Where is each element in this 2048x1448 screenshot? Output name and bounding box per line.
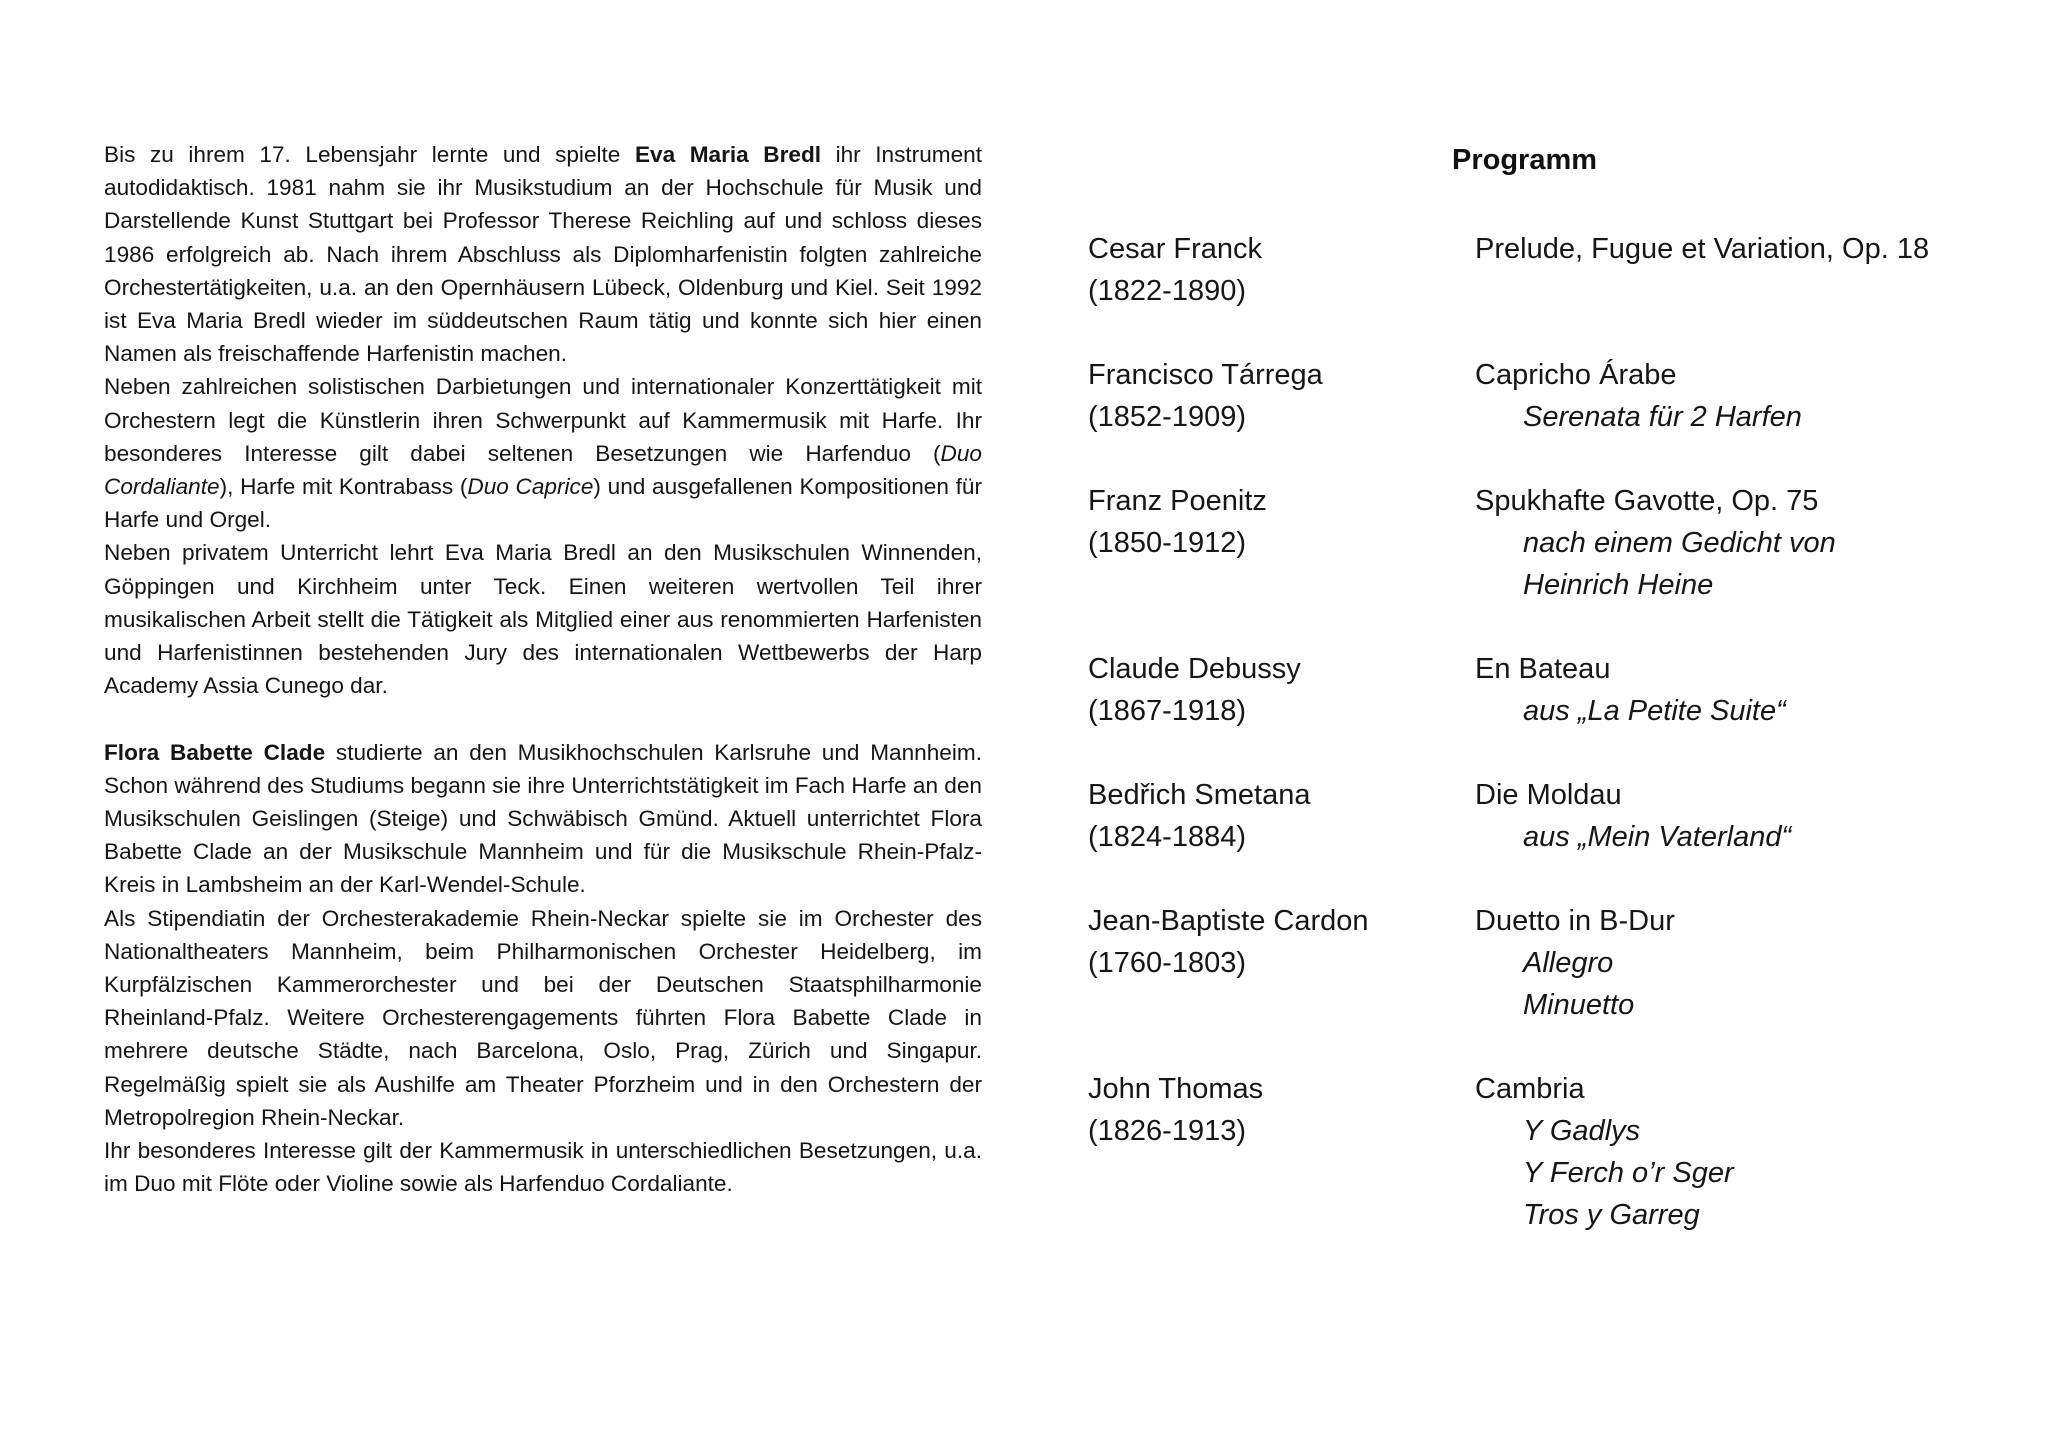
biography-paragraph <box>104 902 982 1134</box>
composer-name: Bedřich Smetana <box>1088 779 1311 811</box>
composer-name: Cesar Franck <box>1088 233 1263 265</box>
composer-name: Claude Debussy <box>1088 653 1301 685</box>
composer-name: Francisco Tárrega <box>1088 359 1323 391</box>
work-detail: aus „Mein Vaterland“ <box>1523 821 1792 853</box>
work-title: Duetto in B-Dur <box>1475 905 1675 937</box>
text-run: Neben zahlreichen solistischen Darbietungen und internationaler Konzerttätigkeit mit Orchestern legt die Künstlerin ihren Schwerpunkt auf Kammermusik mit Harfe. Ihr besonderes Interesse gilt dabei seltenen Besetzungen wie Harfenduo ( <box>104 374 982 466</box>
work <box>1475 354 2015 438</box>
work <box>1475 648 2015 732</box>
work-title: Die Moldau <box>1475 779 1622 811</box>
biography-paragraph <box>104 736 982 902</box>
biography-paragraph <box>104 138 982 370</box>
work-title: Capricho Árabe <box>1475 359 1677 391</box>
composer-name: John Thomas <box>1088 1073 1264 1105</box>
work-detail: nach einem Gedicht von <box>1523 527 1836 559</box>
work-detail: aus „La Petite Suite“ <box>1523 695 1786 727</box>
biography-paragraph <box>104 370 982 536</box>
text-run: studierte an den Musikhochschulen Karlsruhe und Mannheim. Schon während des Studiums begann sie ihre Unterrichtstätigkeit im Fach Harfe an den Musikschulen Geislingen (Steige) und Schwäbisch Gmünd. Aktuell unterrichtet Flora Babette Clade an der Musikschule Mannheim und für die Musikschule Rhein-Pfalz-Kreis in Lambsheim an der Karl-Wendel-Schule. <box>104 739 982 898</box>
work <box>1475 1068 2015 1236</box>
composer-years: (1824-1884) <box>1088 821 1246 853</box>
composer-years: (1760-1803) <box>1088 947 1246 979</box>
biography-paragraph <box>104 1134 982 1200</box>
text-run: ), Harfe mit Kontrabass ( <box>219 474 468 500</box>
composer-name: Franz Poenitz <box>1088 485 1267 517</box>
biography-paragraph <box>104 536 982 702</box>
biographies-column <box>104 138 982 1200</box>
work-title: Prelude, Fugue et Variation, Op. 18 <box>1475 233 1930 265</box>
ensemble-name: Duo Cordaliante <box>104 440 982 500</box>
work <box>1475 480 2015 606</box>
composer-years: (1867-1918) <box>1088 695 1246 727</box>
text-run: Bis zu ihrem 17. Lebensjahr lernte und spielte <box>104 142 635 167</box>
work-detail: Y Gadlys <box>1523 1115 1641 1147</box>
work-detail: Allegro <box>1523 947 1614 979</box>
composer-years: (1826-1913) <box>1088 1115 1246 1147</box>
ensemble-name: Duo Caprice <box>467 474 594 500</box>
text-run: Als Stipendiatin der Orchesterakademie Rhein-Neckar spielte sie im Orchester des Nationaltheaters Mannheim, beim Philharmonischen Orchester Heidelberg, im Kurpfälzischen Kammerorchester und bei der Deutschen Staatsphilharmonie Rheinland-Pfalz. Weitere Orchesterengagements führten Flora Babette Clade in mehrere deutsche Städte, nach Barcelona, Oslo, Prag, Zürich und Singapur. Regelmäßig spielt sie als Aushilfe am Theater Pforzheim und in den Orchestern der Metropolregion Rhein-Neckar. <box>104 905 982 1130</box>
composer <box>1088 1068 1448 1152</box>
work <box>1475 228 2015 270</box>
work <box>1475 774 2015 858</box>
composer <box>1088 354 1448 438</box>
work-detail: Tros y Garreg <box>1523 1199 1700 1231</box>
work-title: Cambria <box>1475 1073 1585 1105</box>
composer-years: (1852-1909) <box>1088 401 1246 433</box>
work-detail: Minuetto <box>1523 989 1635 1021</box>
work <box>1475 900 2015 1026</box>
composer <box>1088 900 1448 984</box>
text-run: Ihr besonderes Interesse gilt der Kammermusik in unterschiedlichen Besetzungen, u.a. im Duo mit Flöte oder Violine sowie als Harfenduo Cordaliante. <box>104 1138 982 1197</box>
composer-years: (1850-1912) <box>1088 527 1246 559</box>
program-title: Programm <box>1452 144 1598 176</box>
work-detail: Y Ferch o’r Sger <box>1523 1157 1734 1189</box>
work-detail: Heinrich Heine <box>1523 569 1714 601</box>
biography-block <box>104 138 982 702</box>
composer <box>1088 774 1448 858</box>
work-detail: Serenata für 2 Harfen <box>1523 401 1802 433</box>
composer <box>1088 648 1448 732</box>
performer-name: Eva Maria Bredl <box>634 142 822 167</box>
composer-name: Jean-Baptiste Cardon <box>1088 905 1369 937</box>
text-run: Neben privatem Unterricht lehrt Eva Maria Bredl an den Musikschulen Winnenden, Göppingen und Kirchheim unter Teck. Einen weiteren wertvollen Teil ihrer musikalischen Arbeit stellt die Tätigkeit als Mitglied einer aus renommierten Harfenisten und Harfenistinnen bestehenden Jury des internationalen Wettbewerbs der Harp Academy Assia Cunego dar. <box>104 540 982 699</box>
text-run: ihr Instrument autodidaktisch. 1981 nahm sie ihr Musikstudium an der Hochschule für Musik und Darstellende Kunst Stuttgart bei Professor Therese Reichling auf und schloss dieses 1986 erfolgreich ab. Nach ihrem Abschluss als Diplomharfenistin folgten zahlreiche Orchestertätigkeiten, u.a. an den Opernhäusern Lübeck, Oldenburg und Kiel. Seit 1992 ist Eva Maria Bredl wieder im süddeutschen Raum tätig und konnte sich hier einen Namen als freischaffende Harfenistin machen. <box>104 142 982 367</box>
work-title: En Bateau <box>1475 653 1611 685</box>
composer-years: (1822-1890) <box>1088 275 1246 307</box>
composer <box>1088 480 1448 564</box>
work-title: Spukhafte Gavotte, Op. 75 <box>1475 485 1819 517</box>
composer <box>1088 228 1448 312</box>
text-run: ) und ausgefallenen Kompositionen für Harfe und Orgel. <box>104 474 982 533</box>
performer-name: Flora Babette Clade <box>104 739 326 765</box>
biography-block <box>104 736 982 1201</box>
